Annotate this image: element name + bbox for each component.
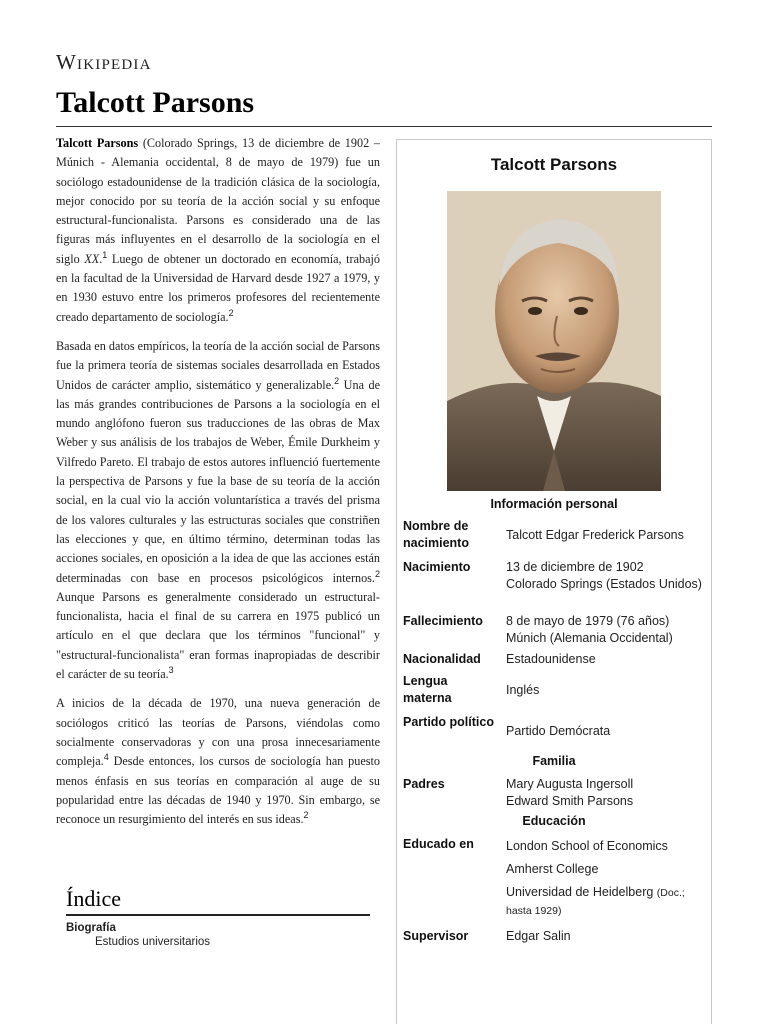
reference-link[interactable]: 4 [103,752,109,763]
label-supervisor: Supervisor [403,929,469,943]
toc-item-biografia[interactable]: Biografía [66,922,116,934]
label-parents: Padres [403,777,445,791]
label-nationality: Nacionalidad [403,652,481,666]
toc-subitem-estudios[interactable]: Estudios universitarios [95,936,211,948]
value-parents [506,776,706,810]
heidelberg-note: (Doc.; hasta 1929) [506,887,685,917]
article-subject: Talcott Parsons [56,136,139,150]
school-amherst[interactable]: Amherst College [506,862,599,876]
title-divider [56,126,712,127]
death-date[interactable]: 8 de mayo de 1979 (76 años) [506,614,670,628]
page-title: Talcott Parsons [56,86,255,119]
portrait-photo[interactable] [447,191,661,491]
label-education: Educado en [403,837,474,851]
row-birth [403,559,707,611]
death-place[interactable]: Múnich (Alemania Occidental) [506,631,673,645]
table-of-contents [66,886,370,948]
school-lse[interactable]: London School of Economics [506,839,668,853]
row-birth-name [403,518,707,558]
value-language[interactable]: Inglés [506,683,540,697]
reference-link[interactable]: 1 [102,249,108,260]
wikipedia-logo[interactable]: Wikipedia [56,50,152,74]
infobox-title: Talcott Parsons [490,155,618,174]
parent-father: Edward Smith Parsons [506,794,634,808]
paragraph-criticism: A inicios de la década de 1970, una nueva generación de sociólogos criticó las teorías de Parsons, viéndolas como socialmente conservadoras y con una prosa innecesariamente compleja.$^4$ Desde entonces, los cursos de sociología han puesto menos énfasis en sus teorías en comparación al auge de su popularidad entre las décadas de 1940 y 1970. Sin embargo, se reconoce un resurgimiento del interés en sus ideas.$^2$ [56,696,380,827]
row-party [403,714,707,754]
label-language: Lengua materna [403,674,452,705]
century-numeral[interactable]: XX [84,251,100,266]
label-party: Partido político [403,715,494,729]
row-supervisor [403,928,707,948]
value-supervisor[interactable]: Edgar Salin [506,929,571,943]
value-death [506,613,706,647]
value-birth-name: Talcott Edgar Frederick Parsons [506,528,684,542]
reference-link[interactable]: 2 [228,307,234,318]
reference-link[interactable]: 2 [334,375,340,386]
row-language [403,673,707,713]
infobox [396,139,712,1024]
row-parents [403,776,707,812]
label-birth-name: Nombre de nacimiento [403,519,469,550]
parent-mother: Mary Augusta Ingersoll [506,777,634,791]
row-death [403,613,707,649]
reference-link[interactable]: 2 [303,810,309,821]
section-header-personal: Información personal [490,497,618,511]
reference-link[interactable]: 3 [168,664,174,675]
birth-place[interactable]: Colorado Springs (Estados Unidos) [506,577,702,591]
reference-link[interactable]: 2 [374,568,380,579]
school-heidelberg: Universidad de Heidelberg (Doc.; hasta 1929) [506,885,685,917]
birth-date[interactable]: 13 de diciembre de 1902 [506,560,644,574]
label-birth: Nacimiento [403,560,471,574]
toc-title: Índice [66,886,370,916]
value-nationality: Estadounidense [506,652,596,666]
section-header-family: Familia [532,754,576,768]
row-nationality [403,651,707,671]
article-body [56,134,380,839]
row-education [403,836,707,921]
paragraph-theory: Basada en datos empíricos, la teoría de la acción social de Parsons fue la primera teoría de sistemas sociales desarrollada en Estados Unidos de carácter amplio, sistemático y generalizable.$^2$ Una de las más grandes contribuciones de Parsons a la sociología en el mundo anglófono fueron sus traducciones de las obras de Max Weber y sus análisis de los trabajos de Weber, Émile Durkheim y Vilfredo Pareto. El trabajo de estos autores influenció fuertemente la perspectiva de Parsons y fue la base de su teoría de la acción social, en la cual vio la acción voluntarística a través del prisma de los valores culturales y las estructuras sociales que constriñen las elecciones y que, en último término, determinan todas las acciones sociales, en oposición a la idea de que las acciones están determinadas con base en procesos psicológicos internos.$^2$ Aunque Parsons es generalmente considerado un estructural-funcionalista, hacia el final de su carrera en 1975 publicó un artículo en el que declara que los términos "funcional" y "estructural-funcionalista" eran formas inapropiadas de describir el carácter de su teoría.$^3$ [56,338,380,682]
section-header-education: Educación [522,814,586,828]
value-education [506,838,706,920]
value-birth [506,559,706,593]
label-death: Fallecimiento [403,614,483,628]
paragraph-intro: Talcott Parsons (Colorado Springs, 13 de diciembre de 1902 – Múnich - Alemania occidental, 8 de mayo de 1979) fue un sociólogo estadounidense de la tradición clásica de la sociología, mejor conocido por su teoría de la acción social y su enfoque estructural-funcionalista. Parsons es considerado una de las figuras más influyentes en el desarrollo de la sociología en el siglo XX.$^1$ Luego de obtener un doctorado en economía, trabajó en la facultad de la Universidad de Harvard desde 1927 a 1979, y en 1930 estuvo entre los primeros profesores del recientemente creado departamento de sociología.$^2$ [56,136,380,324]
value-party[interactable]: Partido Demócrata [506,724,611,738]
portrait-illustration [447,191,661,491]
